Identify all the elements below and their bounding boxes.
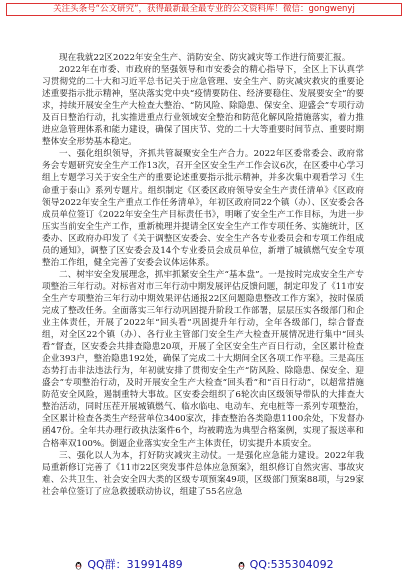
promo-banner-text: 关注头条号“公文研究”，获得最新最全最专业的公文资料库！微信：gongwenyj bbox=[53, 4, 355, 14]
qq-penguin-icon bbox=[74, 560, 83, 569]
document-body bbox=[42, 52, 364, 544]
footer-contacts bbox=[0, 555, 408, 573]
paragraph-section-1: 一、强化组织领导，齐抓共管凝聚安全生产合力。2022年区委常委会、政府常务会专题研究安全生产工作13次，召开全区安全生产工作会议6次，在区委中心学习组上专题学习关于安全生产的重要论述重要指示批示精神，并多次集中观看学习《生命重于泰山》系列专题片。组织制定《区委区政府领导安全生产责任清单》《区政府领导2022年安全生产重点工作任务清单》，年初区政府同22个镇（办）、区安委会各成员单位签订《2022年安全生产目标责任书》，明晰了安全生产工作目标，为进一步压实当前安全生产工作，重新梳理并提请全区安全生产工作专项任务、实施统计，区委办、区政府办印发了《关于调整区安委会、安全生产各专业委员会和专项工作组成员的通知》，调整了区安委会及14个专业委员会成员单位，新增了城镇燃气安全专项整治工作组，健全完善了安委会议体运体系。 bbox=[42, 149, 364, 268]
paragraph-section-3: 三、强化以人为本，打好防灾减灾主动仗。一是强化应急能力建设。2022年我局重新修订完善了《11市22区突发事件总体应急预案》，组织修订自然灾害、事故灾难、公共卫生、社会安全四大类的区级专项预案49项，区级部门预案88项，与29家社会单位签订了应急救援联动协议，组建了55名应急 bbox=[42, 450, 364, 497]
qq-contact-label: QQ:535304092 bbox=[249, 557, 334, 571]
paragraph-overview: 2022年在市委、市政府的坚强领导和市安委会的精心指导下，全区上下认真学习贯彻党的二十大和习近平总书记关于应急管理、安全生产、防灾减灾救灾的重要论述重要指示批示精神，坚决落实党中央“疫情要防住、经济要稳住、发展要安全”的要求，持续开展安全生产大检查大整治、“防风险、除隐患、保安全、迎盛会”专项行动及百日整治行动，扎实推进重点行业领域安全整治和防范化解风险措施落实，着力推进应急管理体系和能力建设，确保了国庆节、党的二十大等重要时间节点、重要时期整体安全形势基本稳定。 bbox=[42, 65, 364, 148]
paragraph-intro: 现在我就22区2022年安全生产、消防安全、防灾减灾等工作进行简要汇报。 bbox=[59, 53, 351, 63]
promo-banner bbox=[6, 3, 402, 16]
qq-contact bbox=[237, 558, 334, 571]
qq-penguin-icon bbox=[237, 560, 246, 569]
paragraph-section-2: 二、树牢安全发展理念，抓牢抓紧安全生产“基本盘”。一是按时完成安全生产专项整治三年行动。对标省对市三年行动中期发展评估反馈问题，制定印发了《11市安全生产专项整治三年行动中期效果评估通报22区问题隐患整改工作方案》，按时保质完成了整改任务。全面落实三年行动巩固提升阶段工作部署，层层压实各级部门和企业主体责任，开展了2022年“回头看”巩固提升年行动，全年各级部门，综合督查组，对全区22个镇（办）、各行业主管部门安全生产大检查开展情况进行集中“回头看”督查，区安委会共排查隐患20项，开展了全区安全生产百日行动，全区累计检查企业393户，整治隐患192处，确保了完成二十大期间全区各项工作平稳。三是高压态势打击非法违法行为，年初就安排了贯彻安全生产“防风险、除隐患、保安全、迎盛会”专项整治行动，及时开展安全生产大检查“回头看”和“百日行动”，以超常措施防范安全风险，遏制重特大事故。区安委会组织了6轮次由区级领导带队的大排查大整治活动，同时压茬开展城镇燃气、临水临电、电动车、充电桩等一系列专项整治，全区累计检查各类生产经营单位3400家次，排查整治各类隐患1100余处，下发督办函47份。全年共办理行政执法案件6个，均被聘选为典型合格案例，实现了报送率和合格率双100%。倒逼企业落实安全生产主体责任，切实提升本质安全。 bbox=[42, 269, 364, 449]
qq-group-label: QQ群：31991489 bbox=[87, 558, 183, 571]
qq-group bbox=[74, 556, 182, 572]
